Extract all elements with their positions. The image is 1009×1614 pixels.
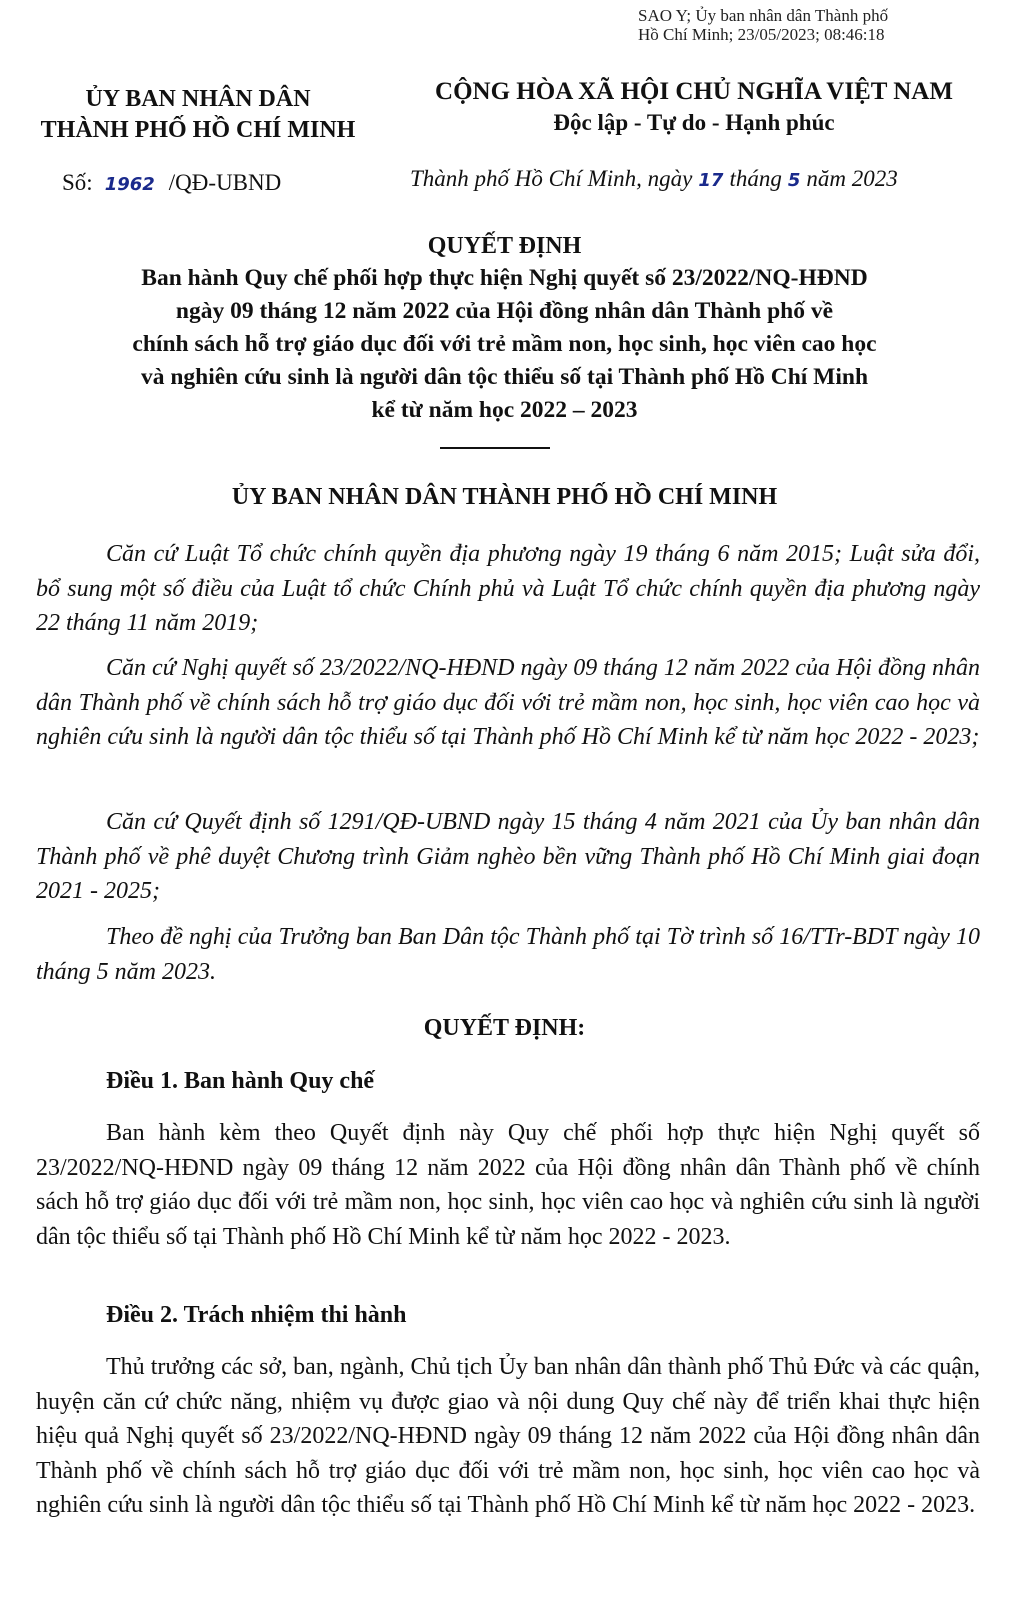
agency-line-1: ỦY BAN NHÂN DÂN xyxy=(85,86,311,112)
issuing-agency xyxy=(18,84,378,146)
date-day-handwritten: 17 xyxy=(698,170,724,191)
title-line-1: Ban hành Quy chế phối hợp thực hiện Nghị quyết số 23/2022/NQ-HĐND xyxy=(141,265,868,291)
title-line-2: ngày 09 tháng 12 năm 2022 của Hội đồng nhân dân Thành phố về xyxy=(175,298,834,324)
national-title xyxy=(404,76,984,138)
date-year: năm 2023 xyxy=(806,166,898,191)
issue-date xyxy=(410,166,898,192)
article-2-title: Điều 2. Trách nhiệm thi hành xyxy=(106,1302,407,1328)
authority-heading: ỦY BAN NHÂN DÂN THÀNH PHỐ HỒ CHÍ MINH xyxy=(231,484,778,510)
date-month-label: tháng xyxy=(729,166,782,191)
nation-name: CỘNG HÒA XÃ HỘI CHỦ NGHĨA VIỆT NAM xyxy=(435,78,953,105)
nation-motto: Độc lập - Tự do - Hạnh phúc xyxy=(553,110,835,135)
title-line-3: chính sách hỗ trợ giáo dục đối với trẻ mầm non, học sinh, học viên cao học xyxy=(132,331,877,357)
title-line-4: và nghiên cứu sinh là người dân tộc thiểu số tại Thành phố Hồ Chí Minh xyxy=(140,364,869,390)
legal-basis-4: Theo đề nghị của Trưởng ban Ban Dân tộc Thành phố tại Tờ trình số 16/TTr-BDT ngày 10 tháng 5 năm 2023. xyxy=(36,924,980,985)
legal-basis-2: Căn cứ Nghị quyết số 23/2022/NQ-HĐND ngày 09 tháng 12 năm 2022 của Hội đồng nhân dân Thành phố về chính sách hỗ trợ giáo dục đối với trẻ mầm non, học sinh, học viên cao học và nghiên cứu sinh là người dân tộc thiểu số tại Thành phố Hồ Chí Minh kể từ năm học 2022 - 2023; xyxy=(36,655,980,750)
date-place: Thành phố Hồ Chí Minh, ngày xyxy=(410,166,693,191)
article-2-text: Thủ trưởng các sở, ban, ngành, Chủ tịch Ủy ban nhân dân thành phố Thủ Đức và các quận, huyện căn cứ chức năng, nhiệm vụ được giao và nội dung Quy chế này để triển khai thực hiện hiệu quả Nghị quyết số 23/2022/NQ-HĐND ngày 09 tháng 12 năm 2022 của Hội đồng nhân dân Thành phố về chính sách hỗ trợ giáo dục đối với trẻ mầm non, học sinh, học viên cao học và nghiên cứu sinh là người dân tộc thiểu số tại Thành phố Hồ Chí Minh kể từ năm học 2022 - 2023. xyxy=(36,1354,980,1518)
decision-heading: QUYẾT ĐỊNH: xyxy=(423,1015,586,1041)
legal-basis-1: Căn cứ Luật Tổ chức chính quyền địa phương ngày 19 tháng 6 năm 2015; Luật sửa đổi, bổ sung một số điều của Luật tổ chức Chính phủ và Luật Tổ chức chính quyền địa phương ngày 22 tháng 11 năm 2019; xyxy=(36,541,980,636)
number-handwritten: 1962 xyxy=(104,174,155,195)
number-suffix: /QĐ-UBND xyxy=(168,170,282,195)
title-line-5: kể từ năm học 2022 – 2023 xyxy=(371,397,638,423)
copy-stamp xyxy=(638,6,888,44)
decision-title xyxy=(20,230,989,427)
title-divider xyxy=(440,447,550,449)
document-number xyxy=(62,170,281,196)
title-heading: QUYẾT ĐỊNH xyxy=(427,233,582,259)
date-month-handwritten: 5 xyxy=(787,170,801,191)
legal-basis-3: Căn cứ Quyết định số 1291/QĐ-UBND ngày 15 tháng 4 năm 2021 của Ủy ban nhân dân Thành phố về phê duyệt Chương trình Giảm nghèo bền vững Thành phố Hồ Chí Minh giai đoạn 2021 - 2025; xyxy=(36,809,980,904)
stamp-line-2: Hồ Chí Minh; 23/05/2023; 08:46:18 xyxy=(638,25,885,44)
article-1-text: Ban hành kèm theo Quyết định này Quy chế phối hợp thực hiện Nghị quyết số 23/2022/NQ-HĐND ngày 09 tháng 12 năm 2022 của Hội đồng nhân dân Thành phố về chính sách hỗ trợ giáo dục đối với trẻ mầm non, học sinh, học viên cao học và nghiên cứu sinh là người dân tộc thiểu số tại Thành phố Hồ Chí Minh kể từ năm học 2022 - 2023. xyxy=(36,1120,980,1250)
agency-line-2: THÀNH PHỐ HỒ CHÍ MINH xyxy=(40,117,356,143)
stamp-line-1: SAO Y; Ủy ban nhân dân Thành phố xyxy=(638,6,889,25)
number-prefix: Số: xyxy=(62,170,93,195)
article-1-title: Điều 1. Ban hành Quy chế xyxy=(106,1068,375,1094)
